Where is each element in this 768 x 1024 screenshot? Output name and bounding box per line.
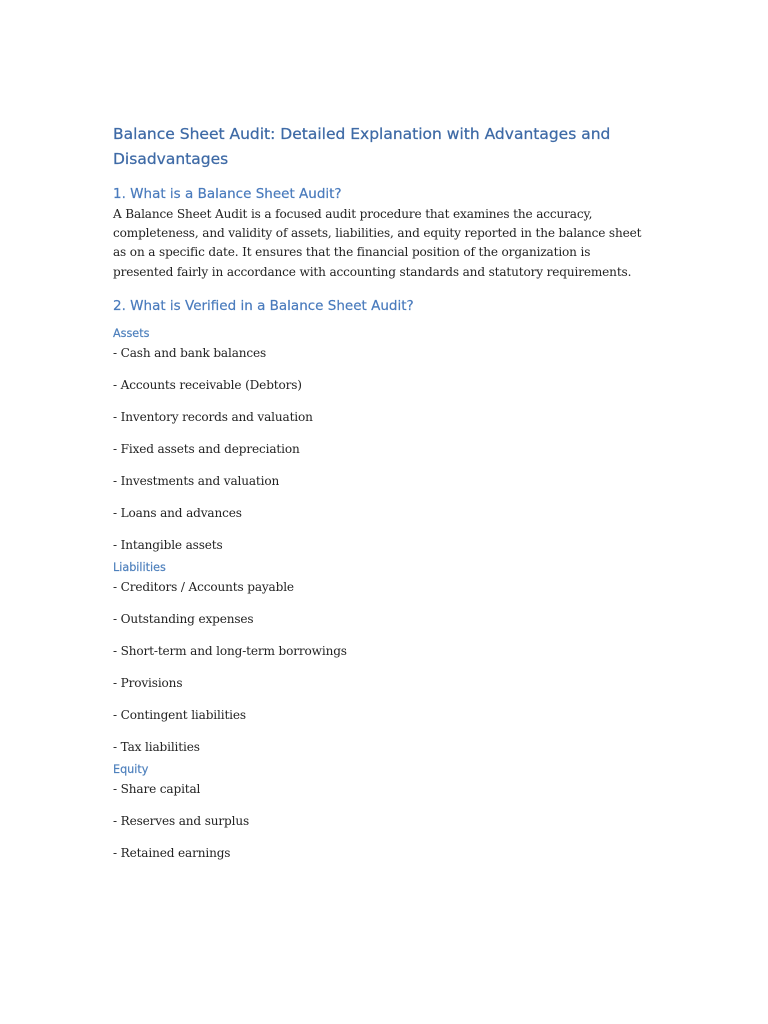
list-item: - Contingent liabilities — [113, 707, 246, 722]
document-title: Balance Sheet Audit: Detailed Explanation with Advantages and Disadvantages — [113, 125, 611, 168]
assets-list — [113, 343, 653, 555]
list-item: - Loans and advances — [113, 505, 242, 520]
list-item: - Provisions — [113, 675, 183, 690]
list-item: - Tax liabilities — [113, 739, 200, 754]
list-item: - Cash and bank balances — [113, 345, 267, 360]
list-item: - Creditors / Accounts payable — [113, 579, 294, 594]
list-item: - Inventory records and valuation — [113, 409, 313, 424]
list-item: - Outstanding expenses — [113, 611, 254, 626]
equity-list — [113, 779, 653, 863]
subheading-equity: Equity — [113, 762, 149, 776]
liabilities-list — [113, 577, 653, 757]
section-paragraph-definition: A Balance Sheet Audit is a focused audit procedure that examines the accuracy, completeness, and validity of assets, liabilities, and equity reported in the balance sheet as on a specific date. It ensures that the financial position of the organization is presented fairly in accordance with accounting standards and statutory requirements. — [113, 207, 642, 279]
list-item: - Retained earnings — [113, 845, 231, 860]
subheading-assets: Assets — [113, 326, 150, 340]
list-item: - Investments and valuation — [113, 473, 280, 488]
list-item: - Share capital — [113, 781, 201, 796]
list-item: - Fixed assets and depreciation — [113, 441, 300, 456]
section-heading-what-is: 1. What is a Balance Sheet Audit? — [113, 186, 342, 202]
list-item: - Intangible assets — [113, 537, 223, 552]
list-item: - Accounts receivable (Debtors) — [113, 377, 302, 392]
list-item: - Reserves and surplus — [113, 813, 250, 828]
document-page — [113, 122, 653, 867]
subheading-liabilities: Liabilities — [113, 560, 166, 574]
section-heading-what-is-verified: 2. What is Verified in a Balance Sheet Audit? — [113, 297, 414, 314]
list-item: - Short-term and long-term borrowings — [113, 643, 347, 658]
